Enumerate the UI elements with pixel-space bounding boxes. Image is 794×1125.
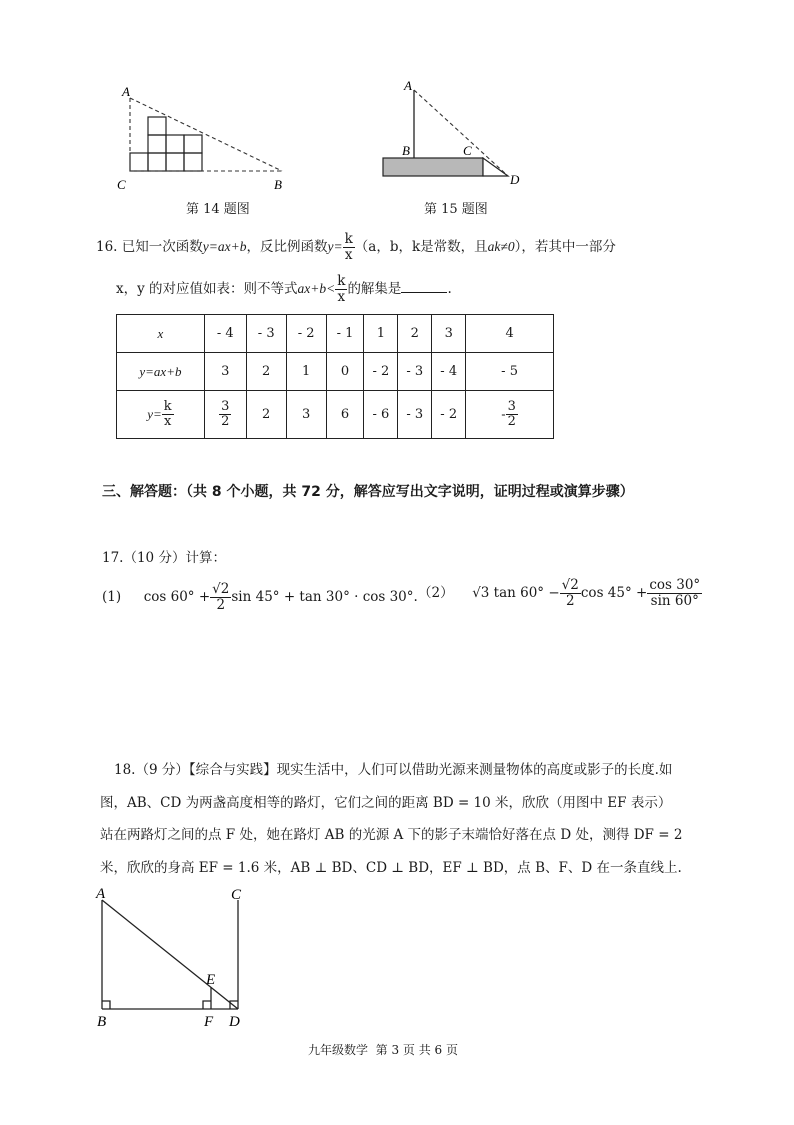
table-cell: 2 [246,353,286,391]
fig15-label-b: B [402,143,410,158]
table-cell: 3 [286,391,326,439]
q16-line2-end: . [447,280,452,297]
q16-number: 16. [96,238,118,255]
q16-linear-fn: y=ax+b [202,238,247,254]
row3-last-sign: - [501,407,506,422]
table-cell: - 1 [326,315,364,353]
table-cell: - 2 [432,391,466,439]
q16-text-1: 已知一次函数 [121,238,203,255]
q16-y-eq: y= [327,238,343,254]
table-cell: 4 [466,315,554,353]
q17-p2-den: 2 [565,592,575,609]
q17-p2-b: cos 45° + [580,584,648,601]
q17-p2-num: √2 [561,577,579,593]
row3-last-den: 2 [507,414,516,429]
q17-p1-label: (1) [102,588,122,605]
table-cell: 2 [246,391,286,439]
fig18-label-e: E [206,972,216,988]
row3-y-eq: y= [147,406,162,421]
q16-ineq-k: k [337,273,346,289]
fig18-label-a: A [96,886,106,902]
q17-p1-a: cos 60° + [143,588,211,605]
q16-k: k [344,231,353,247]
q16-ineq-x: x [337,288,346,305]
q16-line2-b: 的解集是 [347,280,402,297]
table-cell: - 3 [398,391,432,439]
q17-p2-label: （2） [418,584,454,601]
row3-first-num: 3 [221,398,230,414]
row3-label-k: k [163,398,172,414]
q18-line-1: 18.（9 分）【综合与实践】现实生活中，人们可以借助光源来测量物体的高度或影子的长度.如 [114,762,673,778]
table-cell: - 4 [204,315,246,353]
q16-condition: ak≠0 [487,238,515,254]
figure-14-caption: 第 14 题图 [186,202,250,217]
q16-text-3: ），若其中一部分 [514,238,616,255]
fig18-label-d: D [229,1014,240,1030]
q17-p2-a: √3 tan 60° − [472,584,560,601]
table-row1-label: x [117,315,205,353]
section-3-heading: 三、解答题：（共 8 个小题，共 72 分，解答应写出文字说明，证明过程或演算步骤） [102,484,634,500]
q16-x: x [344,246,353,263]
table-cell: 6 [326,391,364,439]
fig15-label-d: D [510,172,520,187]
table-cell: 1 [364,315,398,353]
q18-line-2: 图，AB、CD 为两盏高度相等的路灯，它们之间的距离 BD = 10 米，欣欣（用图中 EF 表示） [100,795,672,811]
table-cell: 3 [204,353,246,391]
fig15-label-a: A [404,78,412,93]
q17-p1-b: sin 45° + tan 30° · cos 30°. [231,588,418,605]
table-cell: 2 [398,315,432,353]
q16-line2-a: x，y 的对应值如表：则不等式 [116,280,298,297]
q16-params: （a，b，k是常数，且 [354,238,488,255]
row3-last-num: 3 [507,398,516,414]
fig14-label-b: B [274,177,282,192]
table-cell: - 5 [466,353,554,391]
fig14-label-c: C [117,177,126,192]
q16-ineq-left: ax+b< [297,280,336,296]
fig15-label-c: C [463,143,472,158]
table-cell: - 3 [398,353,432,391]
table-cell: - 4 [432,353,466,391]
q18-line-3: 站在两路灯之间的点 F 处，她在路灯 AB 的光源 A 下的影子末端恰好落在点 D 处，测得 DF = 2 [100,827,683,843]
page-footer: 九年级数学 第 3 页 共 6 页 [308,1043,458,1057]
q17-p2-num2: cos 30° [649,577,701,593]
q16-text-2: ，反比例函数 [246,238,328,255]
table-row2-label: y=ax+b [117,353,205,391]
row3-label-x: x [164,414,172,429]
table-cell: - 2 [364,353,398,391]
q18-line-4: 米，欣欣的身高 EF = 1.6 米，AB ⊥ BD、CD ⊥ BD，EF ⊥ BD，点 B、F、D 在一条直线上. [100,860,682,876]
fig18-label-b: B [97,1014,107,1030]
fig14-label-a: A [122,84,130,99]
table-cell: 1 [286,353,326,391]
table-cell: 0 [326,353,364,391]
figure-15-caption: 第 15 题图 [424,202,488,217]
fig18-label-c: C [231,887,242,903]
table-cell: - 2 [286,315,326,353]
fig18-label-f: F [204,1014,214,1030]
q17-title: 17.（10 分）计算： [102,550,226,566]
q17-p2-den2: sin 60° [650,592,699,609]
table-cell: - 6 [364,391,398,439]
q17-p1-den: 2 [216,596,226,613]
table-cell: - 3 [246,315,286,353]
row3-first-den: 2 [221,414,230,429]
table-cell: 3 [432,315,466,353]
q17-p1-num: √2 [212,581,230,597]
